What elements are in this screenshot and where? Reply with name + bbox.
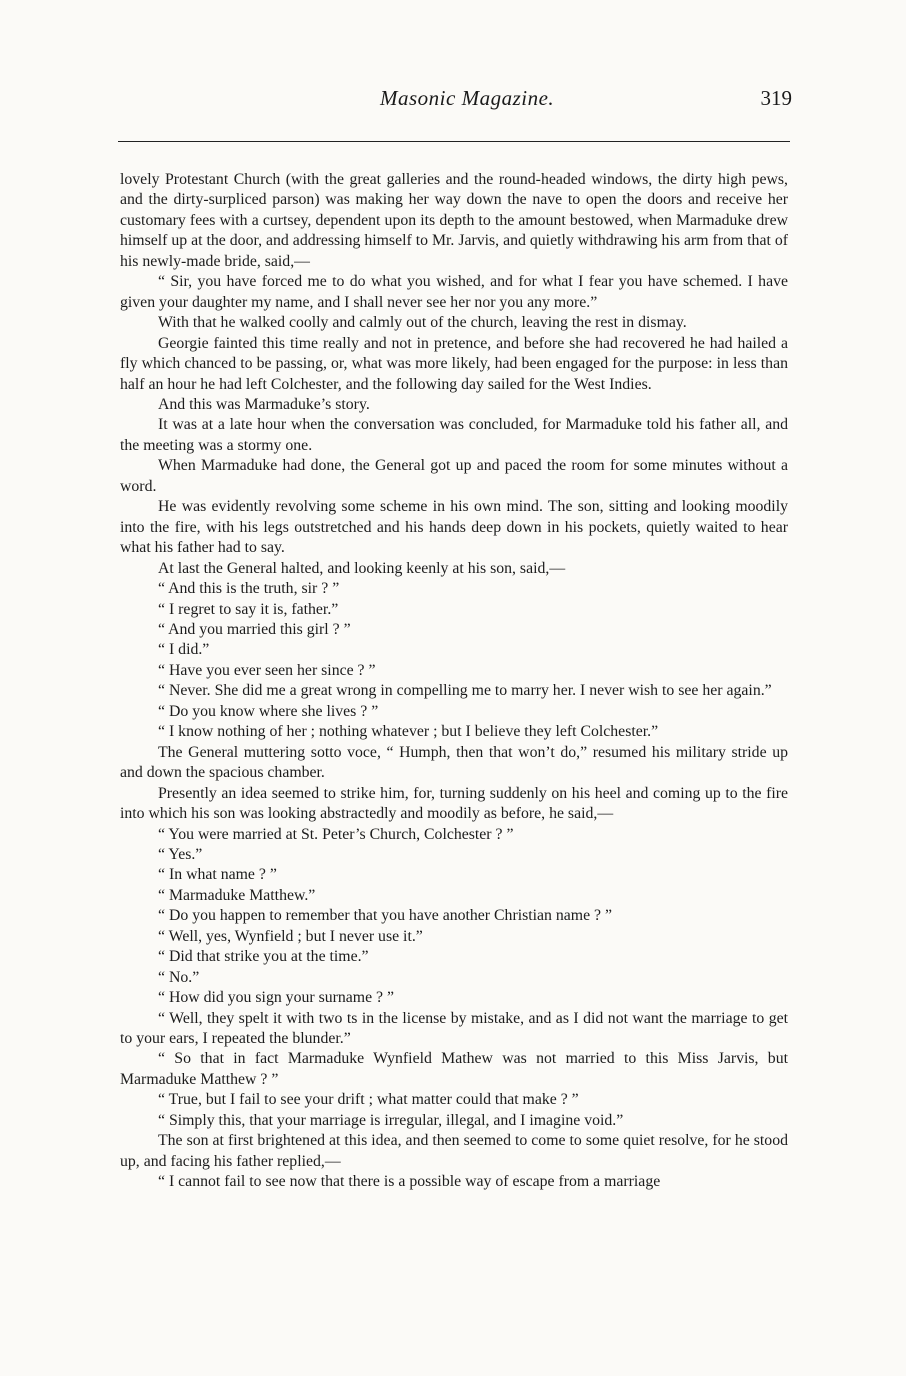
magazine-title: Masonic Magazine. (380, 86, 555, 110)
dialogue-line: “ Simply this, that your marriage is irregular, illegal, and I imagine void.” (158, 1111, 624, 1129)
paragraph: Georgie fainted this time really and not in pretence, and before she had recovered he had hailed a fly which chanced to be passing, or, what was more likely, had been engaged for the purpose: in less than half an hour he had left Colchester, and the following day sailed for the West Indies. (120, 334, 788, 393)
dialogue-line: “ How did you sign your surname ? ” (158, 989, 395, 1007)
dialogue-line: “ And this is the truth, sir ? ” (158, 580, 340, 598)
paragraph: At last the General halted, and looking keenly at his son, said,— (158, 559, 566, 577)
dialogue-line: “ I did.” (158, 641, 210, 659)
paragraph: He was evidently revolving some scheme in his own mind. The son, sitting and looking moodily into the fire, with his legs outstretched and his hands deep down in his pockets, quietly waited to hear what his father had to say. (120, 498, 788, 557)
dialogue-line: “ I regret to say it is, father.” (158, 600, 339, 618)
dialogue-line: “ You were married at St. Peter’s Church, Colchester ? ” (158, 825, 514, 843)
paragraph: The son at first brightened at this idea, and then seemed to come to some quiet resolve, for he stood up, and facing his father replied,— (120, 1132, 788, 1170)
dialogue-line: “ True, but I fail to see your drift ; what matter could that make ? ” (158, 1091, 579, 1109)
dialogue-line: “ No.” (158, 968, 200, 986)
dialogue-line: “ Did that strike you at the time.” (158, 948, 369, 966)
paragraph: When Marmaduke had done, the General got up and paced the room for some minutes without a word. (120, 457, 788, 495)
paragraph: And this was Marmaduke’s story. (158, 395, 370, 413)
dialogue-line: “ Have you ever seen her since ? ” (158, 661, 376, 679)
page-number: 319 (760, 86, 792, 110)
dialogue-line: “ Never. She did me a great wrong in compelling me to marry her. I never wish to see her again.” (158, 682, 772, 700)
paragraph: Presently an idea seemed to strike him, for, turning suddenly on his heel and coming up to the fire into which his son was looking abstractedly and moodily as before, he said,— (120, 784, 788, 823)
dialogue-line: “ I cannot fail to see now that there is a possible way of escape from a marriage (158, 1173, 661, 1191)
dialogue-line: “ And you married this girl ? ” (158, 620, 351, 638)
dialogue-line: “ I know nothing of her ; nothing whatever ; but I believe they left Colchester.” (158, 723, 659, 741)
dialogue-line: “ Do you happen to remember that you have another Christian name ? ” (158, 907, 613, 925)
dialogue-line: “ Marmaduke Matthew.” (158, 886, 316, 904)
paragraph: The General muttering sotto voce, “ Humph, then that won’t do,” resumed his military stride up and down the spacious chamber. (120, 743, 788, 782)
running-header (0, 86, 906, 116)
body-text (120, 170, 788, 1193)
paragraph: “ Sir, you have forced me to do what you wished, and for what I fear you have schemed. I have given your daughter my name, and I shall never see her nor you any more.” (120, 273, 788, 311)
dialogue-line: “ Well, yes, Wynfield ; but I never use it.” (158, 927, 423, 945)
dialogue-line: “ Well, they spelt it with two ts in the license by mistake, and as I did not want the marriage to get to your ears, I repeated the blunder.” (120, 1009, 788, 1048)
header-rule (118, 141, 790, 142)
dialogue-line: “ Do you know where she lives ? ” (158, 702, 379, 720)
dialogue-line: “ In what name ? ” (158, 866, 277, 884)
paragraph: With that he walked coolly and calmly out of the church, leaving the rest in dismay. (158, 314, 687, 332)
paragraph: lovely Protestant Church (with the great galleries and the round-headed windows, the dirty high pews, and the dirty-surpliced parson) was making her way down the nave to open the doors and receive her customary fees with a curtsey, dependent upon its depth to the amount bestowed, when Marmaduke drew himself up at the door, and addressing himself to Mr. Jarvis, and quietly withdrawing his arm from that of his newly-made bride, said,— (120, 171, 788, 270)
paragraph: It was at a late hour when the conversation was concluded, for Marmaduke told his father all, and the meeting was a stormy one. (120, 416, 788, 454)
dialogue-line: “ Yes.” (158, 845, 203, 863)
dialogue-line: “ So that in fact Marmaduke Wynfield Mathew was not married to this Miss Jarvis, but Marmaduke Matthew ? ” (120, 1050, 788, 1088)
